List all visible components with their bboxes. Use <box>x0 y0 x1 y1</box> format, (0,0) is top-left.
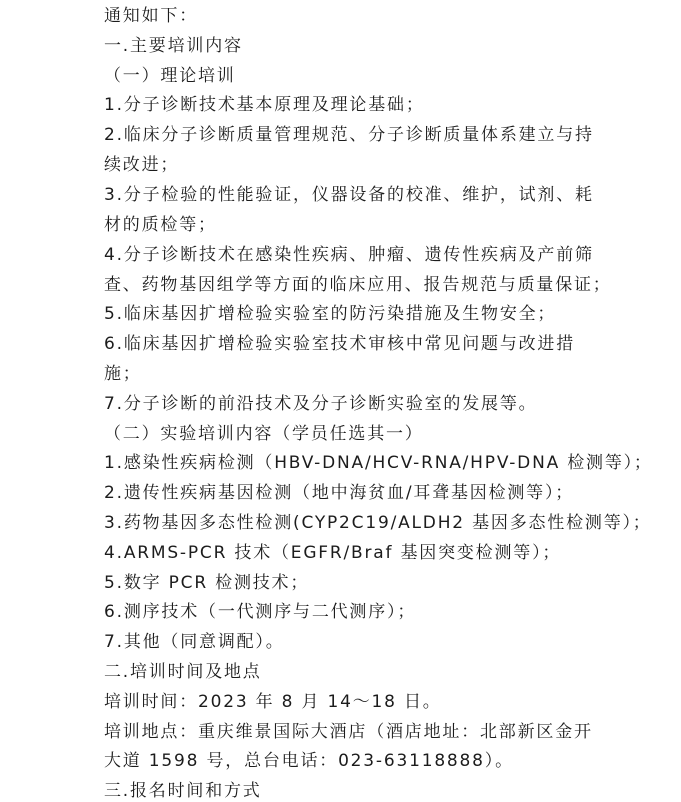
theory-item-6: 6.临床基因扩增检验实验室技术审核中常见问题与改进措 <box>104 334 576 354</box>
intro-line: 通知如下： <box>104 6 198 26</box>
theory-item-7: 7.分子诊断的前沿技术及分子诊断实验室的发展等。 <box>104 394 538 414</box>
experiment-item-5: 5.数字 PCR 检测技术； <box>104 573 310 593</box>
section-heading-3: 三.报名时间和方式 <box>104 781 262 801</box>
theory-item-4: 4.分子诊断技术在感染性疾病、肿瘤、遗传性疾病及产前筛 <box>104 245 594 265</box>
theory-item-5: 5.临床基因扩增检验实验室的防污染措施及生物安全； <box>104 304 557 324</box>
experiment-item-1: 1.感染性疾病检测（HBV-DNA/HCV-RNA/HPV-DNA 检测等）； <box>104 453 653 473</box>
theory-item-3: 3.分子检验的性能验证，仪器设备的校准、维护，试剂、耗 <box>104 185 594 205</box>
theory-item-3-cont: 材的质检等； <box>104 215 217 235</box>
experiment-item-7: 7.其他（同意调配）。 <box>104 632 285 652</box>
training-location: 培训地点：重庆维景国际大酒店（酒店地址：北部新区金开 <box>104 722 593 742</box>
training-time: 培训时间：2023 年 8 月 14～18 日。 <box>104 692 442 712</box>
subsection-heading-experiment: （二）实验培训内容（学员任选其一） <box>104 424 424 444</box>
section-heading-1: 一.主要培训内容 <box>104 36 243 56</box>
subsection-heading-theory: （一）理论培训 <box>104 66 236 86</box>
theory-item-4-cont: 查、药物基因组学等方面的临床应用、报告规范与质量保证； <box>104 275 612 295</box>
theory-item-2: 2.临床分子诊断质量管理规范、分子诊断质量体系建立与持 <box>104 125 594 145</box>
experiment-item-6: 6.测序技术（一代测序与二代测序）； <box>104 602 417 622</box>
training-location-cont: 大道 1598 号，总台电话：023-63118888）。 <box>104 751 514 771</box>
section-heading-2: 二.培训时间及地点 <box>104 662 262 682</box>
theory-item-6-cont: 施； <box>104 364 142 384</box>
experiment-item-2: 2.遗传性疾病基因检测（地中海贫血/耳聋基因检测等）； <box>104 483 575 503</box>
experiment-item-3: 3.药物基因多态性检测(CYP2C19/ALDH2 基因多态性检测等）； <box>104 513 652 533</box>
theory-item-2-cont: 续改进； <box>104 155 180 175</box>
theory-item-1: 1.分子诊断技术基本原理及理论基础； <box>104 95 425 115</box>
experiment-item-4: 4.ARMS-PCR 技术（EGFR/Braf 基因突变检测等）； <box>104 543 562 563</box>
